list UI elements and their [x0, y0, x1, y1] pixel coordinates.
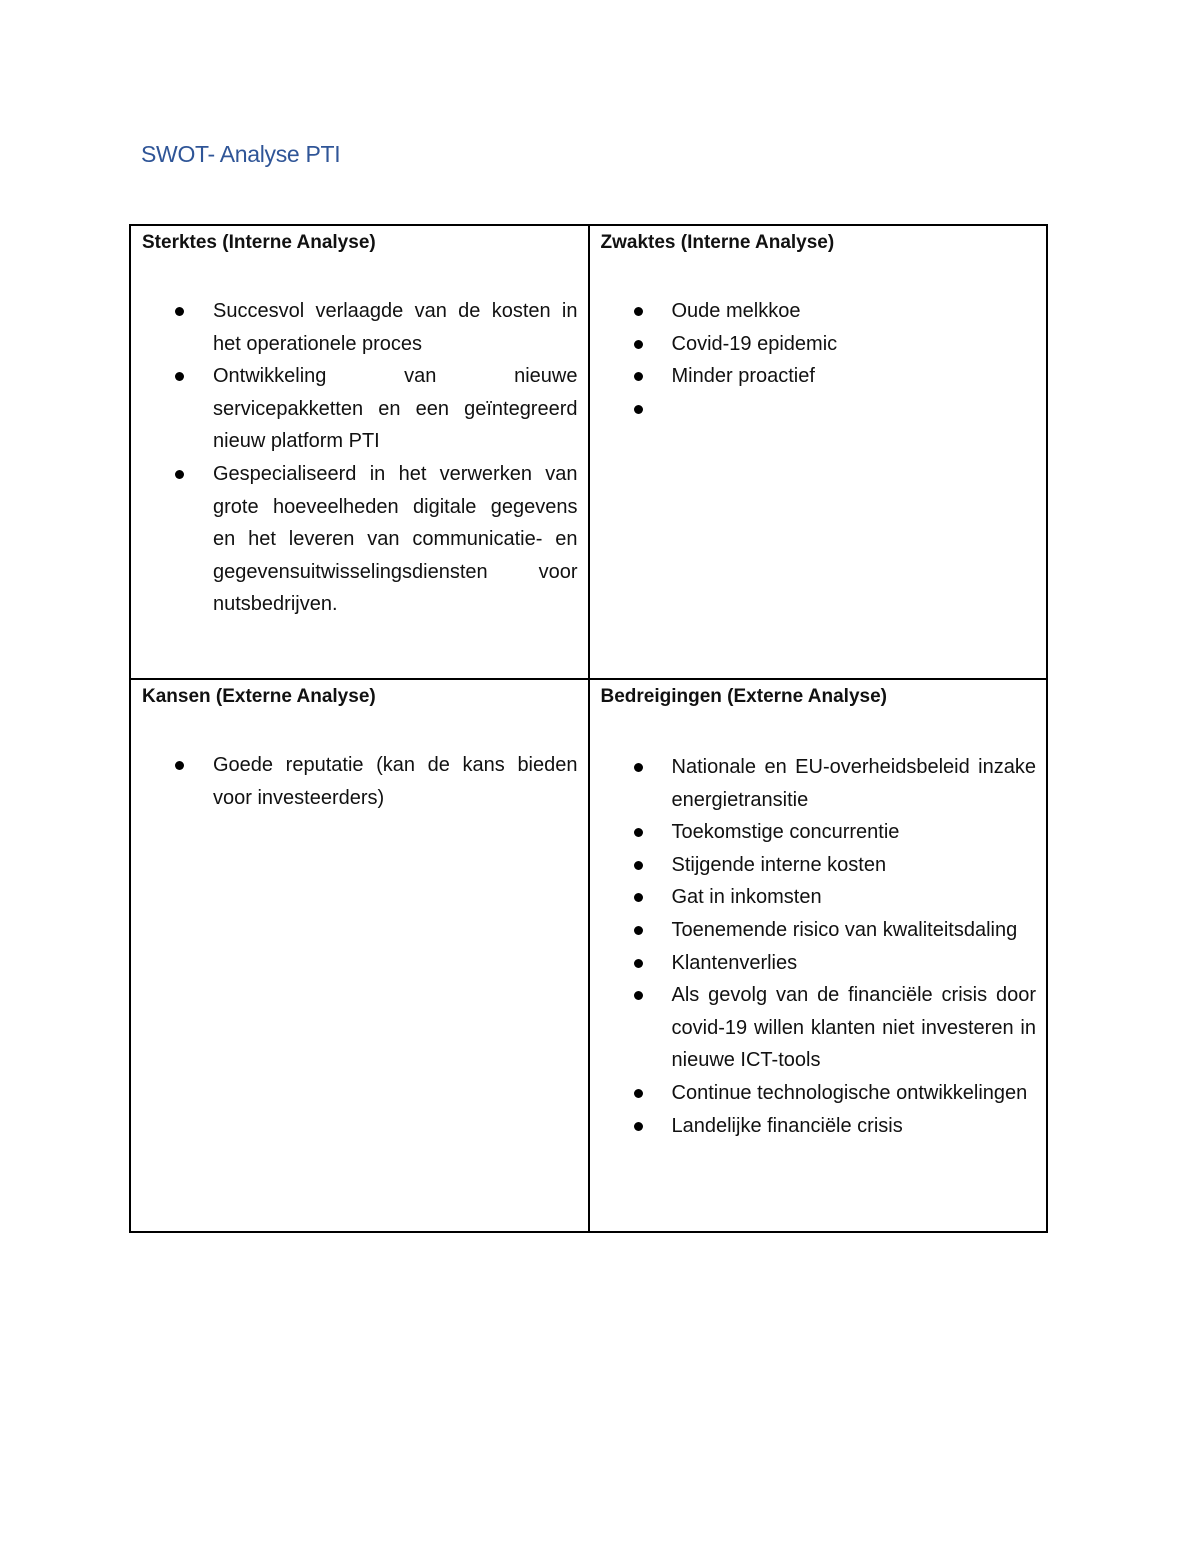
list-item-text: Oude melkkoe: [671, 300, 801, 322]
bullet-icon: [634, 1089, 643, 1098]
list-item-text: Als gevolg van de financiële crisis door covid-19 willen klanten niet investeren in nieuwe ICT-tools: [671, 984, 1036, 1072]
threats-list: [601, 751, 1037, 1142]
strengths-heading: Sterktes (Interne Analyse): [142, 232, 376, 253]
weaknesses-quadrant: [589, 225, 1048, 679]
list-item: [142, 360, 578, 458]
list-item: [601, 881, 1037, 914]
list-item: [601, 393, 1037, 426]
list-item: [142, 295, 578, 360]
list-item: [142, 458, 578, 621]
list-item: [601, 816, 1037, 849]
list-item: [601, 979, 1037, 1077]
strengths-list: [142, 295, 578, 621]
list-item: [601, 295, 1037, 328]
bullet-icon: [175, 470, 184, 479]
list-item: [601, 328, 1037, 361]
list-item: [142, 749, 578, 814]
bullet-icon: [634, 405, 643, 414]
threats-heading: Bedreigingen (Externe Analyse): [600, 686, 887, 707]
swot-table: [129, 224, 1048, 1233]
list-item-text: Stijgende interne kosten: [671, 853, 887, 876]
bullet-icon: [634, 828, 643, 837]
threats-quadrant: [589, 679, 1048, 1232]
strengths-quadrant: [130, 225, 589, 679]
list-item: [601, 1077, 1037, 1110]
list-item: [601, 360, 1037, 393]
bullet-icon: [634, 926, 643, 935]
swot-row-internal: [130, 225, 1047, 679]
list-item-text: Toenemende risico van kwaliteitsdaling: [671, 918, 1018, 941]
list-item-text: Continue technologische ontwikkelingen: [671, 1081, 1028, 1104]
bullet-icon: [634, 307, 643, 316]
list-item-text: Gespecialiseerd in het verwerken van grote hoeveelheden digitale gegevens en het leveren van communicatie- en gegevensuitwisselingsdiensten voor nutsbedrijven.: [213, 462, 578, 616]
list-item: [601, 914, 1037, 947]
list-item: [601, 947, 1037, 980]
list-item-text: [672, 398, 678, 420]
bullet-icon: [175, 372, 184, 381]
bullet-icon: [634, 959, 643, 968]
bullet-icon: [634, 893, 643, 902]
list-item-text: Ontwikkeling van nieuwe servicepakketten en een geïntegreerd nieuw platform PTI: [213, 365, 578, 453]
list-item-text: Toekomstige concurrentie: [671, 821, 900, 844]
bullet-icon: [634, 372, 643, 381]
list-item-text: Landelijke financiële crisis: [671, 1114, 903, 1137]
weaknesses-list: [601, 295, 1037, 425]
bullet-icon: [175, 307, 184, 316]
opportunities-list: [142, 749, 578, 814]
bullet-icon: [634, 1122, 643, 1131]
list-item: [601, 849, 1037, 882]
list-item-text: Succesvol verlaagde van de kosten in het operationele proces: [213, 300, 578, 355]
list-item: [601, 751, 1037, 816]
weaknesses-heading: Zwaktes (Interne Analyse): [600, 232, 835, 253]
list-item-text: Goede reputatie (kan de kans bieden voor investeerders): [213, 754, 578, 809]
swot-row-external: [130, 679, 1047, 1232]
list-item-text: Gat in inkomsten: [671, 886, 822, 909]
list-item-text: Nationale en EU-overheidsbeleid inzake energietransitie: [671, 756, 1036, 811]
list-item-text: Minder proactief: [671, 365, 815, 388]
page-title: SWOT- Analyse PTI: [141, 141, 341, 167]
list-item-text: Klantenverlies: [671, 951, 798, 974]
list-item: [601, 1110, 1037, 1143]
opportunities-quadrant: [130, 679, 589, 1232]
bullet-icon: [634, 763, 643, 772]
list-item-text: Covid-19 epidemic: [671, 332, 838, 355]
opportunities-heading: Kansen (Externe Analyse): [142, 686, 376, 707]
bullet-icon: [634, 340, 643, 349]
bullet-icon: [175, 761, 184, 770]
bullet-icon: [634, 861, 643, 870]
bullet-icon: [634, 991, 643, 1000]
